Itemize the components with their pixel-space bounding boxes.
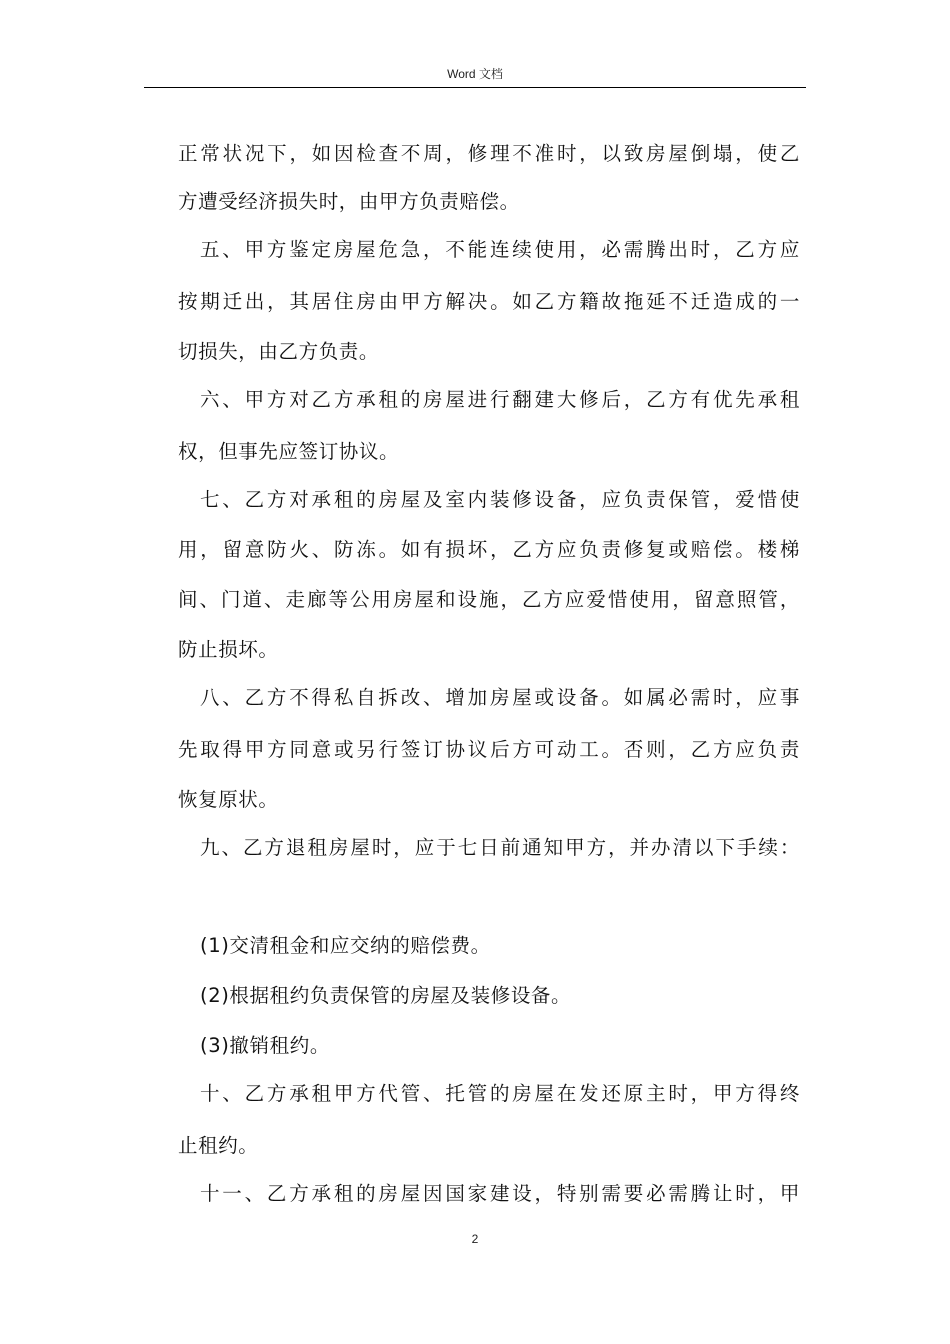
text-line: 方遭受经济损失时，由甲方负责赔偿。 (178, 190, 520, 213)
text-line: (1)交清租金和应交纳的赔偿费。 (200, 934, 491, 957)
page-number: 2 (471, 1232, 479, 1246)
text-line: 五、甲方鉴定房屋危急，不能连续使用，必需腾出时，乙方应 (200, 238, 800, 261)
text-line: 十、乙方承租甲方代管、托管的房屋在发还原主时，甲方得终 (200, 1082, 800, 1105)
text-line: 九、乙方退租房屋时，应于七日前通知甲方，并办清以下手续： (200, 836, 800, 859)
header-divider (144, 87, 806, 88)
text-line: 六、甲方对乙方承租的房屋进行翻建大修后，乙方有优先承租 (200, 388, 800, 411)
text-line: 间、门道、走廊等公用房屋和设施，乙方应爱惜使用，留意照管， (178, 588, 800, 611)
text-line: 七、乙方对承租的房屋及室内装修设备，应负责保管，爱惜使 (200, 488, 800, 511)
text-line: (2)根据租约负责保管的房屋及装修设备。 (200, 984, 572, 1007)
text-line: 防止损坏。 (178, 638, 279, 661)
text-line: 按期迁出，其居住房由甲方解决。如乙方籍故拖延不迁造成的一 (178, 290, 800, 313)
text-line: 权，但事先应签订协议。 (178, 440, 400, 463)
header-title: Word 文档 (447, 67, 503, 81)
text-line: 先取得甲方同意或另行签订协议后方可动工。否则，乙方应负责 (178, 738, 800, 761)
text-line: 用，留意防火、防冻。如有损坏，乙方应负责修复或赔偿。楼梯 (178, 538, 800, 561)
text-line: 止租约。 (178, 1134, 259, 1157)
text-line: 十一、乙方承租的房屋因国家建设，特别需要必需腾让时，甲 (200, 1182, 800, 1205)
text-line: 切损失，由乙方负责。 (178, 340, 380, 363)
text-line: (3)撤销租约。 (200, 1034, 330, 1057)
text-line: 正常状况下，如因检查不周，修理不准时，以致房屋倒塌，使乙 (178, 142, 800, 165)
text-line: 八、乙方不得私自拆改、增加房屋或设备。如属必需时，应事 (200, 686, 800, 709)
text-line: 恢复原状。 (178, 788, 279, 811)
